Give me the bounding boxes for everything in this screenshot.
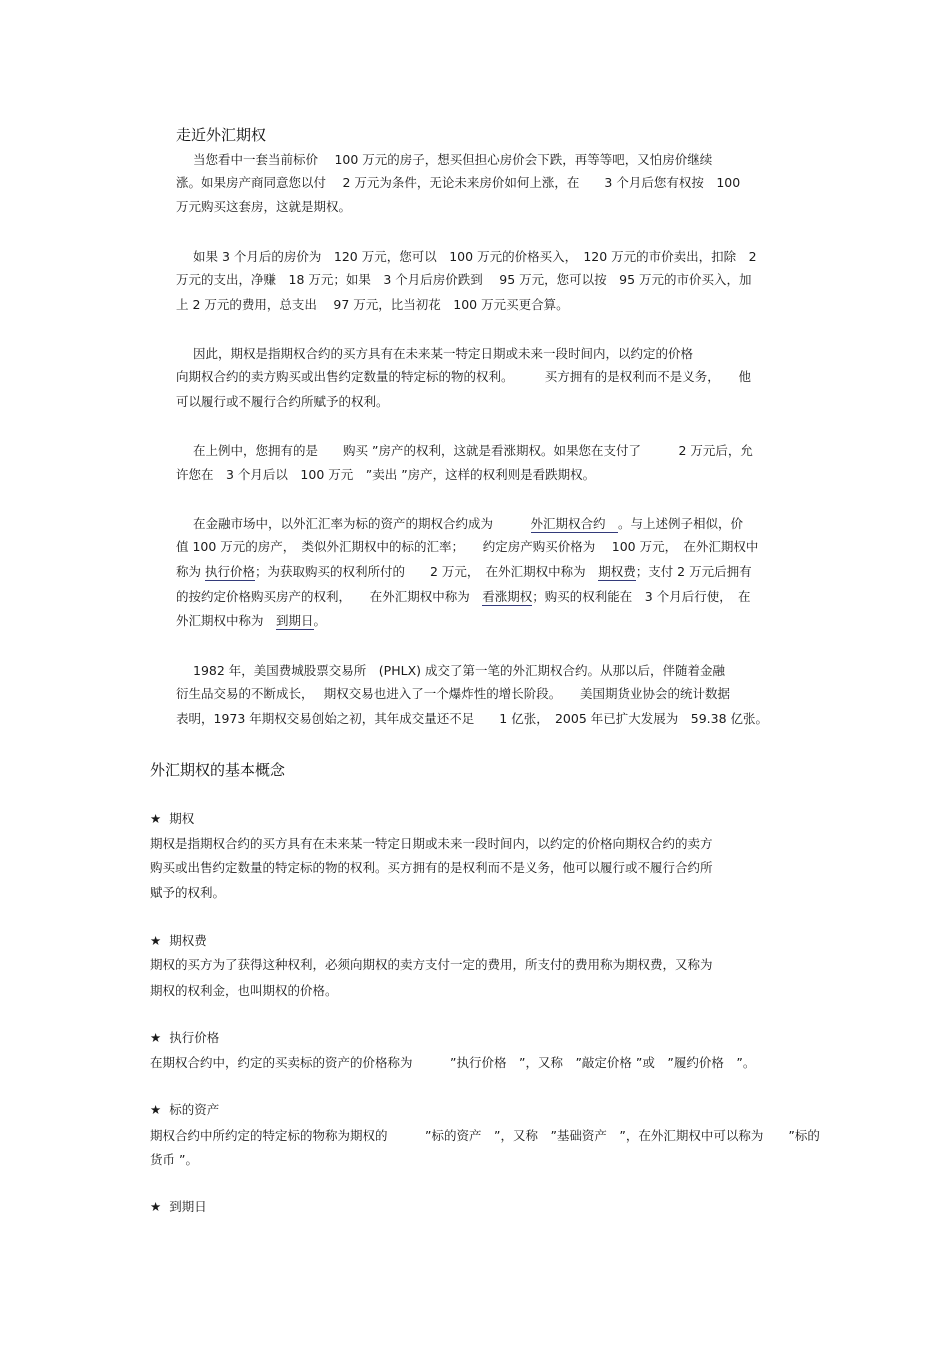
link-fx-option-contract[interactable]: 外汇期权合约 [530, 516, 619, 531]
star-icon: ★ [150, 1199, 162, 1214]
term-heading [150, 1199, 207, 1215]
definition-line: 购买或出售约定数量的特定标的物的权利。买方拥有的是权利而不是义务，他可以履行或不履行合约所 [150, 860, 713, 875]
intro-title: 走近外汇期权 [176, 126, 267, 144]
link-call-option[interactable]: 看涨期权 [482, 589, 533, 604]
definition-line: 期权的买方为了获得这种权利，必须向期权的卖方支付一定的费用，所支付的费用称为期权费，又称为 [150, 957, 713, 972]
text-span: ；支付 2 万元后拥有 [635, 564, 752, 579]
text-span: 在金融市场中，以外汇汇率为标的资产的期权合约成为 [193, 516, 531, 531]
paragraph-line: 当您看中一套当前标价 100 万元的房子，想买但担心房价会下跌，再等等吧，又怕房价继续 [193, 152, 713, 167]
paragraph-line [176, 564, 752, 580]
term-heading [150, 811, 194, 827]
term-label: 标的资产 [169, 1102, 220, 1117]
paragraph-line: 值 100 万元的房产， 类似外汇期权中的标的汇率； 约定房产购买价格为 100 万元， 在外汇期权中 [176, 539, 759, 554]
paragraph-line [176, 613, 326, 629]
star-icon: ★ [150, 1030, 162, 1045]
text-span: 。与上述例子相似，价 [618, 516, 744, 531]
paragraph-line: 衍生品交易的不断成长， 期权交易也进入了一个爆炸性的增长阶段。 美国期货业协会的统计数据 [176, 686, 730, 701]
paragraph-line: 上 2 万元的费用，总支出 97 万元，比当初花 100 万元买更合算。 [176, 297, 569, 312]
paragraph-line: 在上例中，您拥有的是 购买 ”房产的权利，这就是看涨期权。如果您在支付了 2 万元后，允 [193, 443, 753, 458]
link-strike-price[interactable]: 执行价格 [204, 564, 255, 579]
text-span: 外汇期权中称为 [176, 613, 277, 628]
term-label: 执行价格 [169, 1030, 220, 1045]
text-span: ；购买的权利能在 3 个月后行使， 在 [532, 589, 751, 604]
text-span: 称为 [176, 564, 205, 579]
term-heading [150, 1030, 219, 1046]
term-label: 期权 [169, 811, 195, 826]
paragraph-line [193, 516, 743, 532]
paragraph-line: 许您在 3 个月后以 100 万元 ”卖出 ”房产，这样的权利则是看跌期权。 [176, 467, 596, 482]
term-label: 期权费 [169, 933, 207, 948]
basics-title: 外汇期权的基本概念 [150, 761, 286, 779]
definition-line: 赋予的权利。 [150, 885, 226, 900]
definition-line: 期权的权利金，也叫期权的价格。 [150, 983, 338, 998]
star-icon: ★ [150, 933, 162, 948]
paragraph-line: 向期权合约的卖方购买或出售约定数量的特定标的物的权利。 买方拥有的是权利而不是义务， 他 [176, 369, 752, 384]
term-heading [150, 933, 207, 949]
paragraph-line: 因此，期权是指期权合约的买方具有在未来某一特定日期或未来一段时间内，以约定的价格 [193, 346, 694, 361]
term-label: 到期日 [169, 1199, 207, 1214]
link-premium[interactable]: 期权费 [598, 564, 636, 579]
term-heading [150, 1102, 219, 1118]
paragraph-line: 表明，1973 年期权交易创始之初，其年成交量还不足 1 亿张， 2005 年已扩大发展为 59.38 亿张。 [176, 711, 769, 726]
text-span: 的按约定价格购买房产的权利， 在外汇期权中称为 [176, 589, 483, 604]
definition-line: 货币 ”。 [150, 1152, 198, 1167]
paragraph-line: 涨。如果房产商同意您以付 2 万元为条件，无论未来房价如何上涨，在 3 个月后您有权按 100 [176, 175, 741, 190]
paragraph-line [176, 589, 750, 605]
link-expiry-date[interactable]: 到期日 [276, 613, 314, 628]
paragraph-line: 1982 年，美国费城股票交易所 (PHLX) 成交了第一笔的外汇期权合约。从那以后，伴随着金融 [193, 663, 725, 678]
definition-line: 期权是指期权合约的买方具有在未来某一特定日期或未来一段时间内，以约定的价格向期权合约的卖方 [150, 836, 713, 851]
definition-line: 期权合约中所约定的特定标的物称为期权的 ”标的资产 ”，又称 ”基础资产 ”，在外汇期权中可以称为 ”标的 [150, 1128, 820, 1143]
paragraph-line: 可以履行或不履行合约所赋予的权利。 [176, 394, 389, 409]
definition-line: 在期权合约中，约定的买卖标的资产的价格称为 ”执行价格 ”，又称 ”敲定价格 ”或 ”履约价格 ”。 [150, 1055, 756, 1070]
text-span: ；为获取购买的权利所付的 2 万元， 在外汇期权中称为 [255, 564, 599, 579]
star-icon: ★ [150, 1102, 162, 1117]
star-icon: ★ [150, 811, 162, 826]
paragraph-line: 万元的支出，净赚 18 万元；如果 3 个月后房价跌到 95 万元，您可以按 95 万元的市价买入，加 [176, 272, 752, 287]
paragraph-line: 如果 3 个月后的房价为 120 万元，您可以 100 万元的价格买入， 120 万元的市价卖出，扣除 2 [193, 249, 757, 264]
paragraph-line: 万元购买这套房，这就是期权。 [176, 199, 352, 214]
text-span: 。 [313, 613, 327, 628]
